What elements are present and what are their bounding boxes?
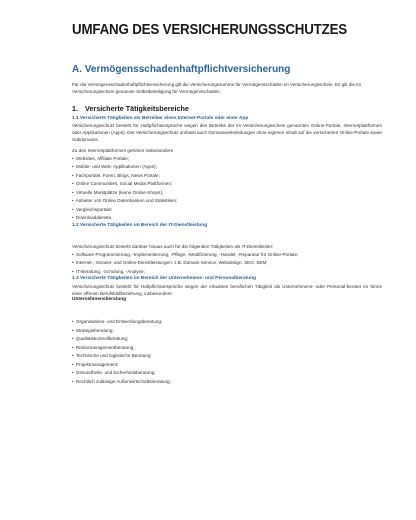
section-1-title: Versicherte Tätigkeitsbereiche — [85, 104, 189, 113]
list-item: • Mobile- und Web- Applikationen (Apps); — [72, 164, 157, 170]
list-item: • Fachportale, Foren, Blogs, News Portale; — [72, 172, 160, 178]
list-item: • Strategieberatung; — [72, 327, 114, 333]
subsection-1-1-heading: 1.1 Versicherte Tätigkeiten als Betreiber eines Internet-Portals oder einer App — [72, 116, 249, 121]
list-item: • Anbieter von Online Datenbanken und Statistiken; — [72, 198, 178, 204]
consulting-label: Unternehmensberatung — [72, 297, 127, 303]
list-item: • Projektmanagement; — [72, 361, 119, 367]
subsection-1-2-text: Versicherungsschutz besteht darüber hinaus auch für die folgenden Tätigkeiten als IT-Dienstleister: — [72, 244, 274, 249]
subsection-1-3-text: Versicherungsschutz besteht für Haftpflichtansprüche wegen der erlaubten beruflichen Tätigkeit als Unternehmens- oder Personal-berater im Sinne einer offenen Berufsbildbeziehung, insbesondere — [72, 283, 382, 296]
subsection-1-2-heading: 1.2 Versicherte Tätigkeiten im Bereich der IT-Dienstleistung — [72, 222, 208, 228]
list-item: • Gesundheits- und Sicherheitsberatung; — [72, 370, 156, 376]
subsection-1-3-heading: 1.3 Versicherte Tätigkeiten im Bereich der Unternehmens- und Personalberatung — [72, 276, 256, 282]
section-1-number: 1. — [72, 104, 78, 113]
list-item: • IT-Beratung, -Schulung, -Analyse; — [72, 268, 145, 274]
section-a-heading: A. Vermögensschadenhaftpflichtversicherung — [72, 64, 291, 75]
list-item: • Vergleichsportale; — [72, 206, 113, 212]
list-item: • Internet-, Intranet- und Online-Dienstleistungen: z.B. Domain-Service, Webdesign, SEO, SEM; — [72, 260, 268, 266]
section-a-intro: Für die Vermögensschadenhaftpflichtversicherung gilt die Versicherungssumme für Vermögensschäden im Versicherungsschein. Es gilt die im Versicherungsschein genannte Selbstbeteiligung für Vermögensschäden. — [72, 82, 362, 94]
list-item: • Organisations- und Entwicklungsberatung; — [72, 319, 163, 325]
list-item: • Rechtlich zulässige Außenwirtschaftsberatung; — [72, 378, 171, 384]
it-services-list — [72, 251, 382, 277]
list-item: • Online Communities, Social Media Plattformen; — [72, 181, 173, 187]
list-item: • Virtuelle Marktplätze (keine Online-Shops); — [72, 189, 164, 195]
list-item: • Risikomanagementberatung; — [72, 344, 135, 350]
list-item: • Software-Programmierung, -Implementierung, -Pflege, -Modifizierung, -Handel, -Reparatur für Online-Portale; — [72, 251, 299, 257]
list-item: • Technische und logistische Beratung; — [72, 353, 152, 359]
consulting-list — [72, 318, 382, 386]
list-item: • Qualitätskontrollberatung; — [72, 336, 129, 342]
list-item: • Downloaddienste. — [72, 215, 113, 221]
page-title: UMFANG DES VERSICHERUNGSSCHUTZES — [72, 22, 348, 38]
platform-list — [72, 155, 382, 223]
list-item: • Websites, Affiliate Portale; — [72, 155, 130, 161]
section-1-heading — [72, 104, 382, 113]
subsection-1-1-text: Versicherungsschutz besteht für Haftpflichtansprüche wegen des Betriebs der im Versicherungsschein genannten Online-Portale, Internetplattformen oder Applikationen (Apps). Der Versicherungsschutz umfasst auch Domainweiterleitungen ohne eigenen Inhalt auf die versicherten Online-Portale sowie Subdomains. — [72, 123, 382, 142]
subsection-1-1-list-intro: Zu den Internetplattformen gehören insbesondere — [72, 147, 174, 153]
